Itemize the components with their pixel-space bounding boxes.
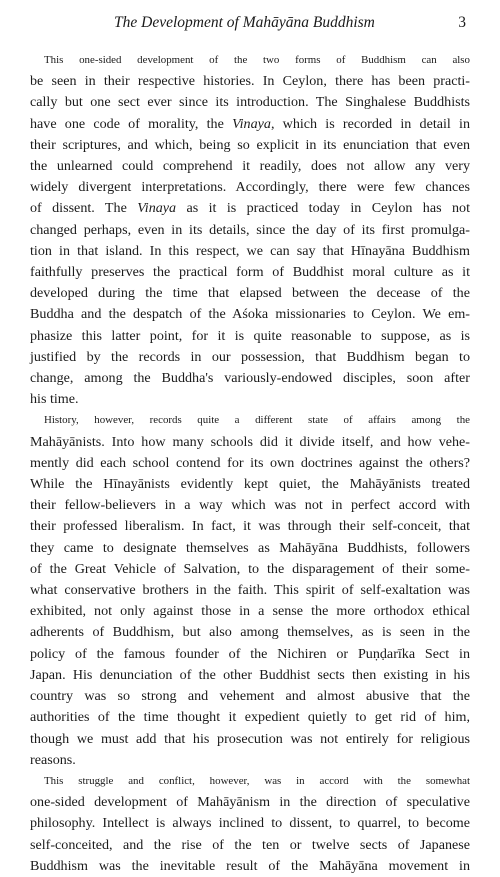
text-line: reasons. xyxy=(30,751,76,768)
running-title: The Development of Mahāyāna Buddhism xyxy=(114,14,375,31)
text-line: While the Hīnayānists evidently kept quiet, the Mahāyānists treated xyxy=(30,476,470,493)
text-line: change, among the Buddha's variously-endowed disciples, soon after xyxy=(30,370,470,387)
text-line: country was so strong and vehement and almost abusive that the xyxy=(30,688,470,705)
text-line: cally but one sect ever since its introduction. The Singhalese Buddhists xyxy=(30,94,470,111)
text-line: Mahāyānists. Into how many schools did it divide itself, and how vehe- xyxy=(30,433,470,450)
italic-term: Vinaya xyxy=(232,115,271,132)
text-line: History, however, records quite a different state of affairs among the xyxy=(44,414,470,427)
body-text xyxy=(30,50,470,877)
text-line: though we must add that his prosecution was not entirely for religious xyxy=(30,730,470,747)
text-line: Japan. His denunciation of the other Buddhist sects then existing in his xyxy=(30,666,470,683)
text-line: tion in that island. In this respect, we can say that Hīnayāna Buddhism xyxy=(30,242,470,259)
text-line: they came to designate themselves as Mahāyāna Buddhists, followers xyxy=(30,539,470,556)
text-line: authorities of the time thought it expedient quietly to get rid of him, xyxy=(30,709,470,726)
text-line: mently did each school contend for its own doctrines against the others? xyxy=(30,454,470,471)
text-line: exhibited, not only against those in a sense the more orthodox ethical xyxy=(30,603,470,620)
text-line: of dissent. The Vinaya as it is practiced today in Ceylon has not xyxy=(30,200,470,217)
text-line: policy of the famous founder of the Nichiren or Puṇḍarīka Sect in xyxy=(30,645,470,662)
text-line: be seen in their respective histories. In Ceylon, there has been practi- xyxy=(30,73,470,90)
text-line: their fellow-believers in a way which was not in perfect accord with xyxy=(30,497,470,514)
text-line: Buddhism was the inevitable result of the Mahāyāna movement in xyxy=(30,857,470,874)
text-line: his time. xyxy=(30,391,79,408)
text-line: of the Great Vehicle of Salvation, to the disparagement of their some- xyxy=(30,560,470,577)
text-line: one-sided development of Mahāyānism in the direction of speculative xyxy=(30,794,470,811)
text-line: faithfully preserves the practical form of Buddhist moral culture as it xyxy=(30,264,470,281)
text-line: self-conceited, and the rise of the ten or twelve sects of Japanese xyxy=(30,836,470,853)
text-line: Buddha and the despatch of the Aśoka missionaries to Ceylon. We em- xyxy=(30,306,470,323)
text-line: phasize this latter point, for it is quite reasonable to suppose, as is xyxy=(30,327,470,344)
running-head xyxy=(30,13,470,33)
text-line: This struggle and conflict, however, was in accord with the somewhat xyxy=(44,774,470,787)
text-line: the unlearned could comprehend it readily, does not allow any very xyxy=(30,158,470,175)
text-line: their scriptures, and which, being so explicit in its enunciation that even xyxy=(30,136,470,153)
text-line: widely divergent interpretations. Accordingly, there were few chances xyxy=(30,179,470,196)
italic-term: Vinaya xyxy=(137,200,177,217)
paragraph-3 xyxy=(30,771,470,877)
text-line: developed during the time that elapsed between the decease of the xyxy=(30,285,470,302)
text-line: justified by the records in our possession, that Buddhism began to xyxy=(30,348,470,365)
text-line: philosophy. Intellect is always inclined to dissent, to quarrel, to become xyxy=(30,815,470,832)
text-line: their professed liberalism. In fact, it was through their self-conceit, that xyxy=(30,518,470,535)
text-line: what conservative brothers in the faith. This spirit of self-exaltation was xyxy=(30,582,470,599)
page-number: 3 xyxy=(458,14,466,31)
paragraph-2 xyxy=(30,410,470,770)
text-line: have one code of morality, the Vinaya, which is recorded in detail in xyxy=(30,115,470,132)
text-line: changed perhaps, even in its details, since the day of its first promulga- xyxy=(30,221,470,238)
paragraph-1 xyxy=(30,50,470,410)
text-line: This one-sided development of the two forms of Buddhism can also xyxy=(44,54,470,66)
text-line: adherents of Buddhism, but also among themselves, as is seen in the xyxy=(30,624,470,641)
